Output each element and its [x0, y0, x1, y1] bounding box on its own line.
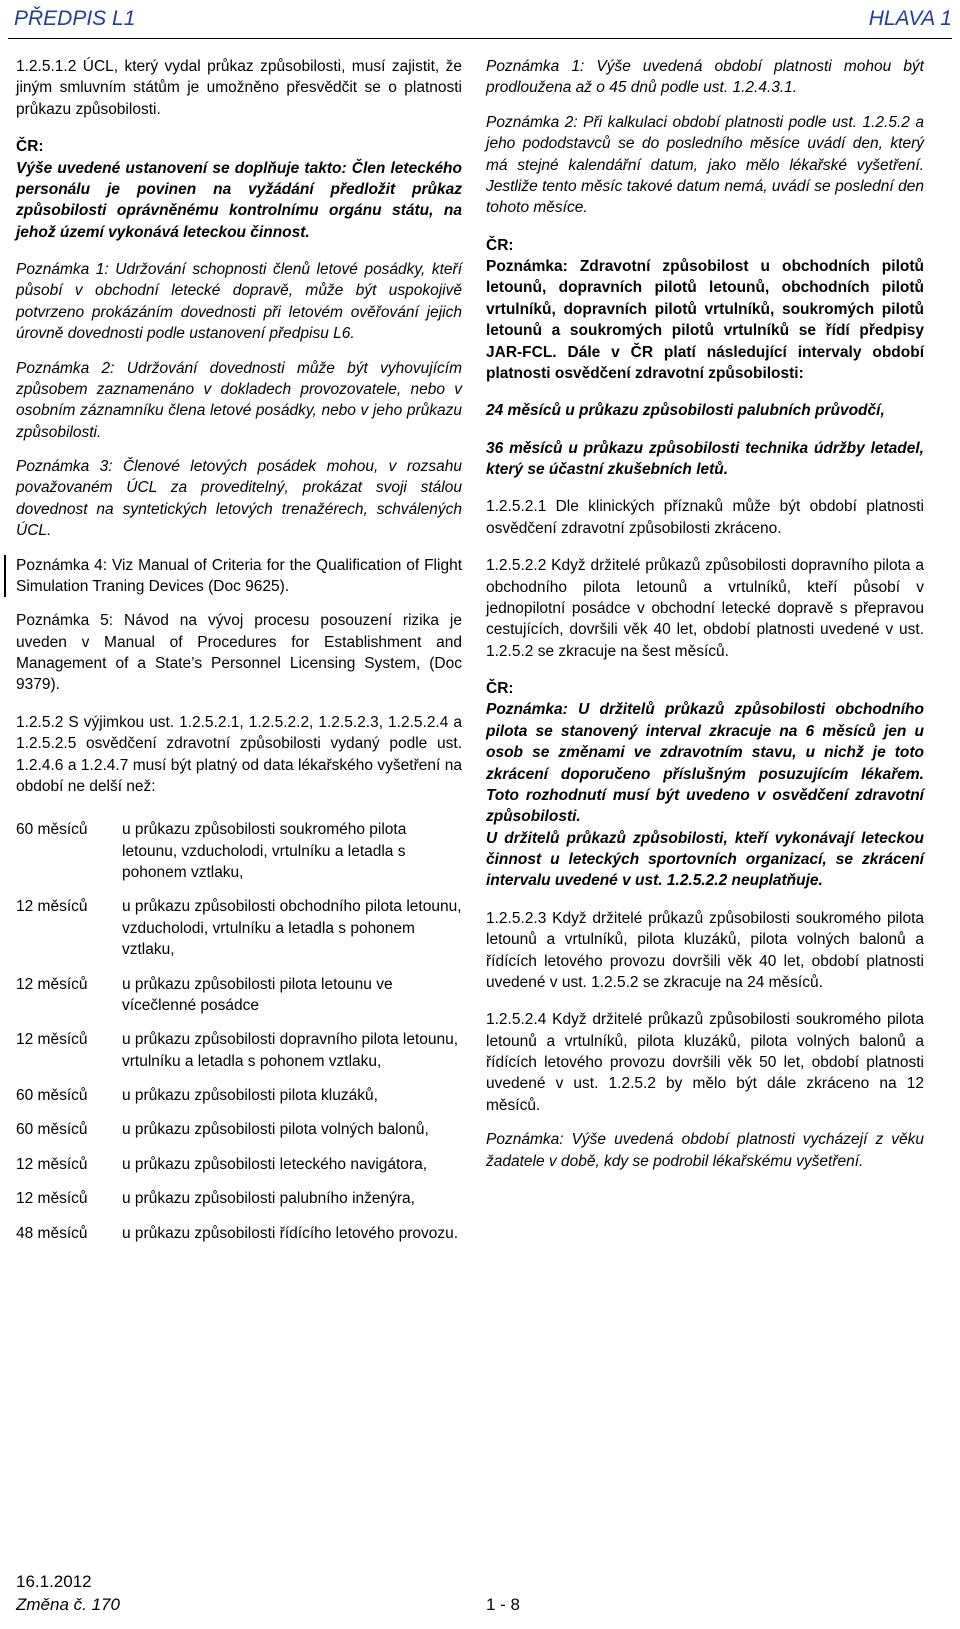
validity-duration: 60 měsíců [16, 821, 88, 839]
note-4: Poznámka 4: Viz Manual of Criteria for the Qualification of Flight Simulation Traning Devices (Doc 9625). [4, 555, 462, 598]
validity-duration: 12 měsíců [16, 1190, 88, 1208]
cr-text-2: U držitelů průkazů způsobilosti, kteří vykonávají leteckou činnost u leteckých sportovních organizací, se zkrácení intervalu uvedené v ust. 1.2.5.2.2 neuplatňuje. [486, 829, 924, 890]
right-column [486, 56, 924, 1185]
right-note-1: Poznámka 1: Výše uvedená období platnosti mohou být prodloužena až o 45 dnů podle ust. 1.2.4.3.1. [486, 58, 924, 97]
header-chapter: HLAVA 1 [868, 7, 952, 30]
page-footer [16, 1570, 520, 1617]
validity-licence: u průkazu způsobilosti leteckého navigátora, [122, 1155, 428, 1173]
validity-duration: 60 měsíců [16, 1087, 88, 1104]
para-1-2-5-2-1: 1.2.5.2.1 Dle klinických příznaků může být období platnosti osvědčení zdravotní způsobilosti zkráceno. [486, 498, 924, 537]
validity-row [16, 974, 462, 1017]
left-column [16, 56, 462, 1257]
header-regulation: PŘEDPIS L1 [14, 7, 136, 30]
validity-licence: u průkazu způsobilosti pilota kluzáků, [122, 1087, 378, 1104]
note-2: Poznámka 2: Udržování dovednosti může být vyhovujícím způsobem zaznamenáno v dokladech provozovatele, nebo v osobním záznamníku člena letové posádky, nebo v jeho průkazu způsobilosti. [16, 359, 462, 441]
para-1-2-5-2-4: 1.2.5.2.4 Když držitelé průkazů způsobilosti soukromého pilota letounů a vrtulníků, pilota kluzáků, pilota volných balonů a řídících letového provozu dovršili věk 50 let, období platnosti uvedené v ust. 1.2.5.2 by mělo být dále zkráceno na 12 měsíců. [486, 1011, 924, 1114]
para-1-2-5-2-2: 1.2.5.2.2 Když držitelé průkazů způsobilosti dopravního pilota a obchodního pilota letounů a vrtulníků, kteří působí v jednopilotní posádce v obchodní letecké dopravě s přepravou cestujících, dovršili věk 40 let, období platnosti uvedené v ust. 1.2.5.2 se zkracuje na šest měsíců. [486, 557, 924, 660]
validity-row [16, 1188, 462, 1209]
cr-text: Poznámka: Zdravotní způsobilost u obchodních pilotů letounů, dopravních pilotů letounů, obchodních pilotů vrtulníků, dopravních pilotů vrtulníků, soukromých pilotů letounů a soukromých pilotů vrtulníků se řídí předpisy JAR-FCL. Dále v ČR platí následující intervaly období platnosti osvědčení zdravotní způsobilosti: [486, 258, 924, 382]
validity-licence: u průkazu způsobilosti pilota letounu ve vícečlenné posádce [122, 975, 393, 1014]
para-1-2-5-2: 1.2.5.2 S výjimkou ust. 1.2.5.2.1, 1.2.5.2.2, 1.2.5.2.3, 1.2.5.2.4 a 1.2.5.2.5 osvědčení zdravotní způsobilosti vydaný podle ust. 1.2.4.6 a 1.2.4.7 musí být platný od data lékařského vyšetření na období ne delší než: [16, 713, 462, 795]
validity-licence: u průkazu způsobilosti řídícího letového provozu. [122, 1224, 459, 1242]
validity-row [16, 819, 462, 883]
footer-date: 16.1.2012 [16, 1572, 92, 1591]
cr-block-right-1 [486, 235, 924, 385]
validity-duration: 12 měsíců [16, 898, 88, 916]
validity-licence: u průkazu způsobilosti palubního inženýra, [122, 1190, 415, 1208]
note-3: Poznámka 3: Členové letových posádek mohou, v rozsahu považovaném ÚCL za proveditelný, prokázat svoji stálou dovednost na syntetických letových trenažérech, schválených ÚCL. [16, 458, 462, 540]
validity-row [16, 1119, 462, 1140]
validity-row [16, 1223, 462, 1244]
validity-row [16, 896, 462, 960]
right-note-3: Poznámka: Výše uvedená období platnosti vycházejí z věku žadatele v době, kdy se podrobil lékařskému vyšetření. [486, 1131, 924, 1170]
cr-item-technicians: 36 měsíců u průkazu způsobilosti technika údržby letadel, který se účastní zkušebních letů. [486, 439, 924, 478]
cr-text: Výše uvedené ustanovení se doplňuje takto: Člen leteckého personálu je povinen na vyžádání předložit průkaz způsobilosti oprávněnému kontrolnímu orgánu státu, na jehož území vykonává leteckou činnost. [16, 159, 462, 241]
cr-block-left [16, 136, 462, 243]
cr-item-attendants: 24 měsíců u průkazu způsobilosti palubních průvodčí, [486, 402, 885, 420]
right-note-2: Poznámka 2: Při kalkulaci období platnosti podle ust. 1.2.5.2 a jeho pododstavců se do posledního měsíce uvádí den, který má stejné kalendářní datum, jako mělo lékařské vyšetření. Jestliže tento měsíc takové datum nemá, uvádí se poslední den tohoto měsíce. [486, 113, 924, 217]
cr-label: ČR: [486, 680, 514, 697]
validity-row [16, 1029, 462, 1072]
footer-change: Změna č. 170 [16, 1595, 120, 1615]
validity-licence: u průkazu způsobilosti dopravního pilota letounu, vrtulníku a letadla s pohonem vztlaku, [122, 1031, 459, 1070]
validity-row [16, 1154, 462, 1175]
validity-duration: 12 měsíců [16, 975, 88, 993]
note-1: Poznámka 1: Udržování schopnosti členů letové posádky, kteří působí v obchodní letecké dopravě, může být uspokojivě potvrzeno prokázáním dovednosti při letovém ověřování jejich úrovně dovednosti podle ustanovení předpisu L6. [16, 261, 462, 343]
page-header [8, 0, 952, 39]
validity-licence: u průkazu způsobilosti pilota volných balonů, [122, 1121, 429, 1139]
validity-duration: 12 měsíců [16, 1031, 88, 1049]
validity-duration: 60 měsíců [16, 1121, 88, 1139]
cr-label: ČR: [486, 236, 514, 254]
validity-licence: u průkazu způsobilosti obchodního pilota letounu, vzducholodi, vrtulníku a letadla s pohonem vztlaku, [122, 898, 462, 959]
cr-block-right-2 [486, 678, 924, 892]
para-1-2-5-2-3: 1.2.5.2.3 Když držitelé průkazů způsobilosti soukromého pilota letounů a vrtulníků, pilota kluzáků, pilota volných balonů a řídících letového provozu dovršili věk 40 let, období platnosti uvedené v ust. 1.2.5.2 se zkracuje na 24 měsíců. [486, 909, 924, 991]
note-5: Poznámka 5: Návod na vývoj procesu posouzení rizika je uveden v Manual of Procedures for Establishment and Management of a State’s Personnel Licensing System, (Doc 9379). [16, 612, 462, 694]
para-1-2-5-1-2: 1.2.5.1.2 ÚCL, který vydal průkaz způsobilosti, musí zajistit, že jiným smluvním státům je umožněno přesvědčit se o platnosti průkazu způsobilosti. [16, 58, 462, 118]
validity-duration: 12 měsíců [16, 1155, 88, 1173]
validity-licence: u průkazu způsobilosti soukromého pilota letounu, vzducholodi, vrtulníku a letadla s pohonem vztlaku, [122, 821, 407, 881]
footer-page: 1 - 8 [485, 1595, 520, 1615]
cr-label: ČR: [16, 138, 44, 156]
cr-text: Poznámka: U držitelů průkazů způsobilosti obchodního pilota se stanovený interval zkracuje na 6 měsíců jen u osob se změnami ve zdravotním stavu, u nichž je toto zkrácení doporučeno příslušným posuzujícím lékařem. Toto rozhodnutí musí být uvedeno v osvědčení zdravotní způsobilosti. [486, 701, 924, 826]
validity-row [16, 1085, 462, 1106]
validity-list [16, 819, 462, 1244]
validity-duration: 48 měsíců [16, 1224, 88, 1242]
